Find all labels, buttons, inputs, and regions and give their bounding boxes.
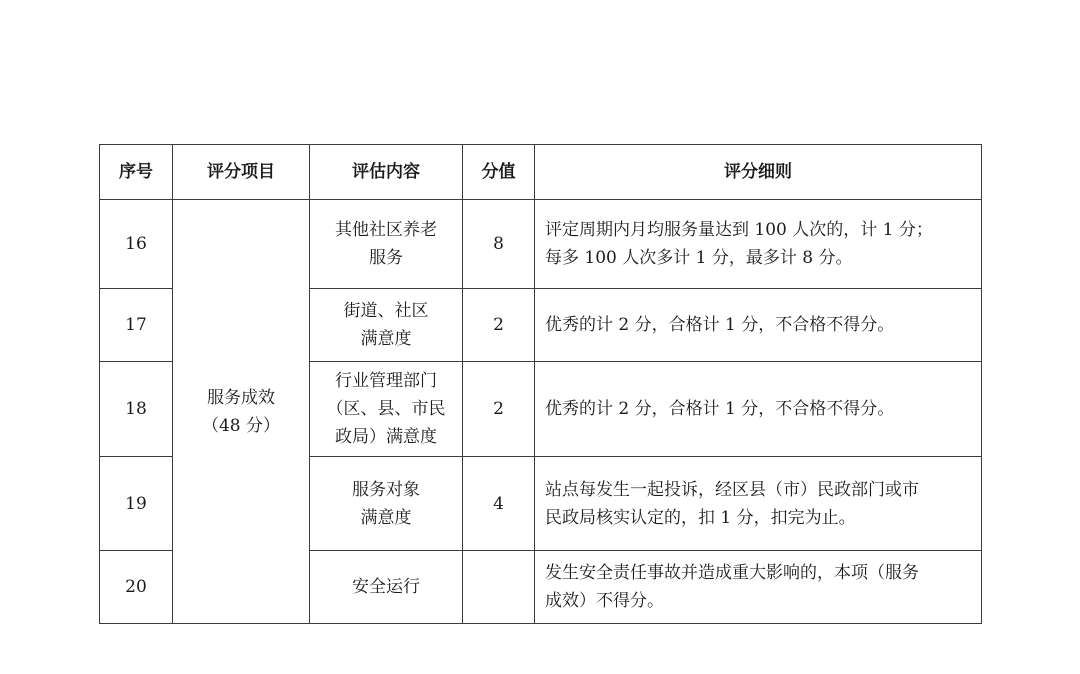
scoring-table (99, 144, 982, 624)
header-rule: 评分细则 (535, 145, 982, 200)
content-line: 服务对象 (352, 479, 420, 500)
content-line: 满意度 (360, 329, 412, 349)
rule-line: 优秀的计 2 分，合格计 1 分，不合格不得分。 (545, 399, 895, 419)
content-line: 服务 (369, 248, 403, 268)
header-item: 评分项目 (173, 145, 310, 200)
row-rule (535, 289, 982, 362)
content-line: 满意度 (360, 507, 412, 528)
group-cell (173, 200, 310, 624)
row-content (310, 200, 463, 289)
header-seq: 序号 (100, 145, 173, 200)
row-content (310, 457, 463, 551)
header-score: 分值 (463, 145, 535, 200)
table-row (100, 200, 982, 289)
content-line: 行业管理部门 (335, 371, 437, 391)
rule-line: 优秀的计 2 分，合格计 1 分，不合格不得分。 (545, 315, 895, 335)
row-score: 8 (463, 200, 535, 289)
group-name: 服务成效 (207, 387, 275, 408)
content-line: 其他社区养老 (335, 220, 437, 240)
row-rule (535, 362, 982, 457)
row-content (310, 289, 463, 362)
content-line: 安全运行 (352, 577, 420, 597)
content-line: 政局）满意度 (335, 427, 437, 447)
row-seq: 20 (100, 551, 173, 624)
content-line: 街道、社区 (343, 301, 429, 321)
group-points: （48 分） (201, 415, 281, 436)
header-content: 评估内容 (310, 145, 463, 200)
row-rule (535, 457, 982, 551)
row-seq: 17 (100, 289, 173, 362)
row-seq: 16 (100, 200, 173, 289)
content-line: （区、县、市民 (326, 399, 446, 419)
row-rule (535, 551, 982, 624)
rule-line: 站点每发生一起投诉，经区县（市）民政部门或市 (545, 479, 919, 500)
row-score: 4 (463, 457, 535, 551)
rule-line: 每多 100 人次多计 1 分，最多计 8 分。 (545, 248, 853, 268)
scoring-table-container (99, 144, 982, 624)
rule-line: 评定周期内月均服务量达到 100 人次的，计 1 分； (545, 220, 933, 240)
row-seq: 18 (100, 362, 173, 457)
rule-line: 民政局核实认定的，扣 1 分，扣完为止。 (545, 507, 856, 528)
row-score: 2 (463, 362, 535, 457)
table-header-row (100, 145, 982, 200)
row-score: 2 (463, 289, 535, 362)
row-content (310, 362, 463, 457)
row-score (463, 551, 535, 624)
row-seq: 19 (100, 457, 173, 551)
rule-line: 成效）不得分。 (545, 591, 664, 611)
row-content (310, 551, 463, 624)
row-rule (535, 200, 982, 289)
rule-line: 发生安全责任事故并造成重大影响的，本项（服务 (545, 563, 919, 583)
